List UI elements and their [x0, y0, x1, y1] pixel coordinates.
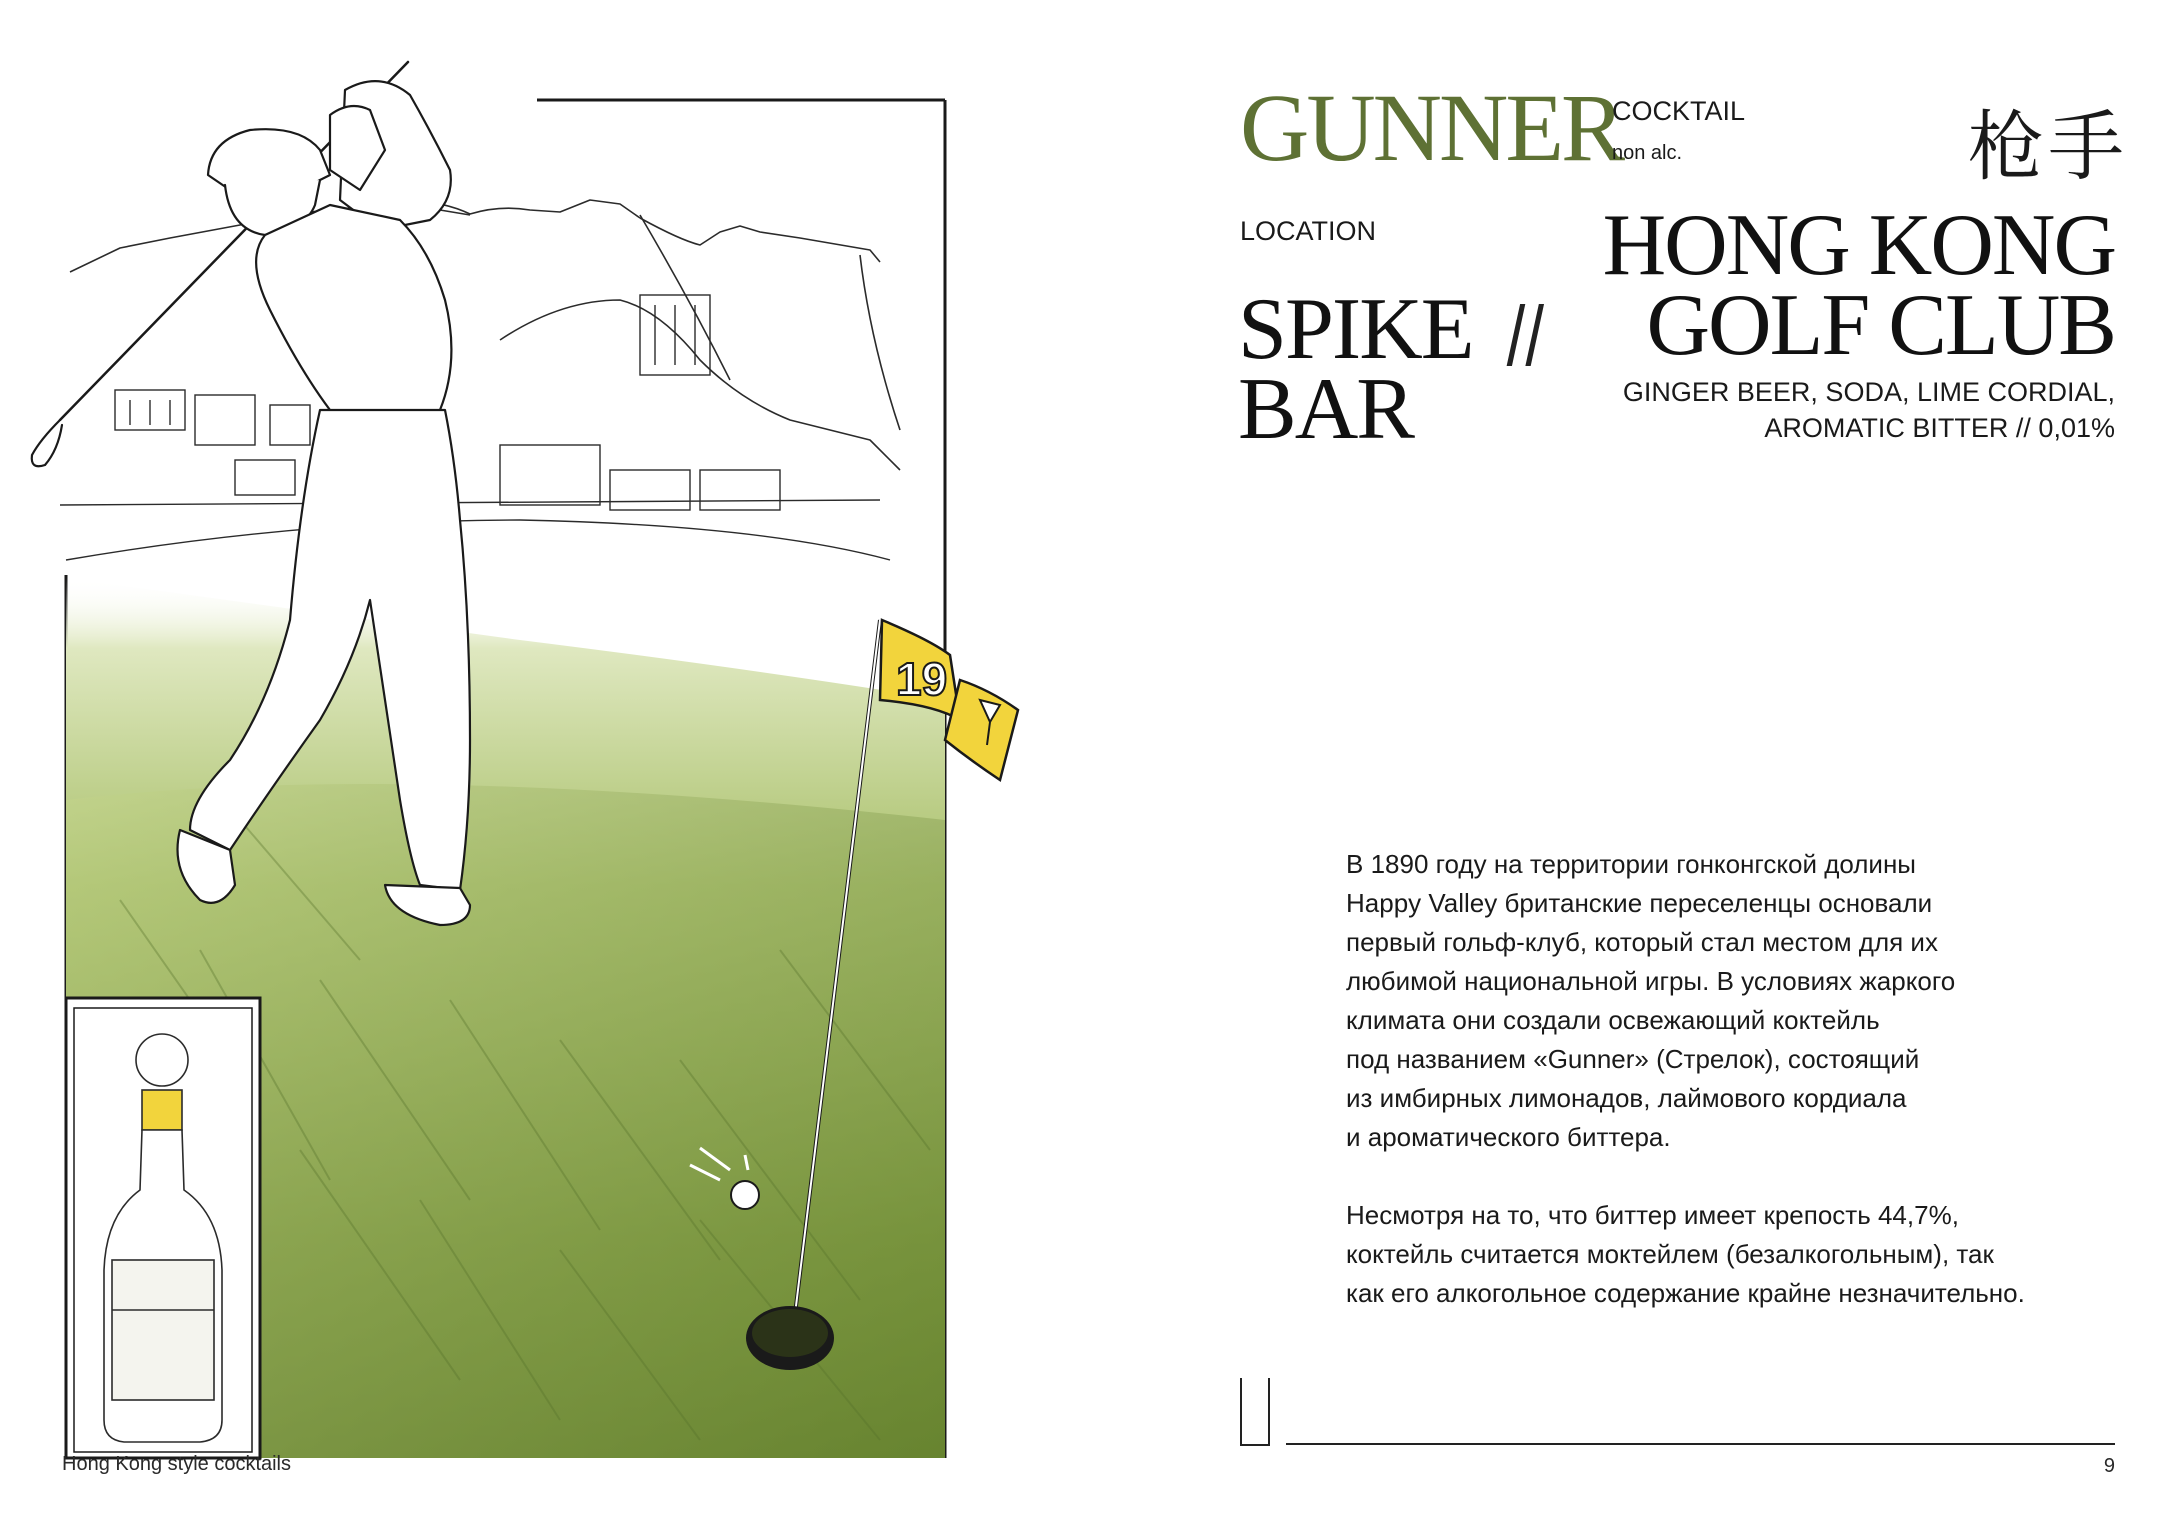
subcategory-label: non alc.	[1612, 142, 1683, 164]
page-number: 9	[2103, 1455, 2115, 1477]
flag-number: 19	[896, 653, 948, 705]
footer-bracket	[1240, 1378, 1270, 1446]
venue-line2: GOLF CLUB	[1646, 277, 2115, 374]
ingredients-line1: GINGER BEER, SODA, LIME CORDIAL,	[1622, 377, 2115, 407]
story-text	[1346, 845, 2126, 1352]
category-label: COCKTAIL	[1612, 96, 1746, 126]
footer-rule	[1286, 1443, 2115, 1445]
bar-name-line2: BAR	[1238, 361, 1413, 458]
bar-name	[1238, 281, 1473, 458]
venue-name	[1602, 197, 2115, 374]
chinese-name: 枪手	[1968, 102, 2128, 191]
ingredients-line2: AROMATIC BITTER // 0,01%	[1764, 413, 2115, 443]
golf-scene-drawing	[0, 0, 1080, 1532]
ingredients	[1623, 374, 2115, 446]
buildings-sketch	[60, 295, 890, 560]
location-label: LOCATION	[1240, 216, 1377, 246]
story-paragraph-1: В 1890 году на территории гонконгской долины Happy Valley британские переселенцы основали первый гольф-клуб, который стал местом для их любимой национальной игры. В условиях жаркого климата они создали освежающий коктейль под названием «Gunner» (Стрелок), состоящий из имбирных лимонадов, лаймового кордиала и ароматического биттера.	[1346, 849, 1956, 1152]
inset-bottle-box	[66, 998, 260, 1458]
venue-line1: HONG KONG	[1602, 197, 2115, 294]
cocktail-title: GUNNER	[1240, 74, 1622, 181]
bar-name-line1: SPIKE	[1238, 281, 1473, 378]
story-paragraph-2: Несмотря на то, что биттер имеет крепость 44,7%, коктейль считается моктейлем (безалкогольным), так как его алкогольное содержание крайне незначительно.	[1346, 1200, 2025, 1308]
golf-illustration	[0, 0, 1080, 1532]
location-separator: //	[1506, 289, 1545, 383]
footer-caption: Hong Kong style cocktails	[62, 1453, 292, 1475]
